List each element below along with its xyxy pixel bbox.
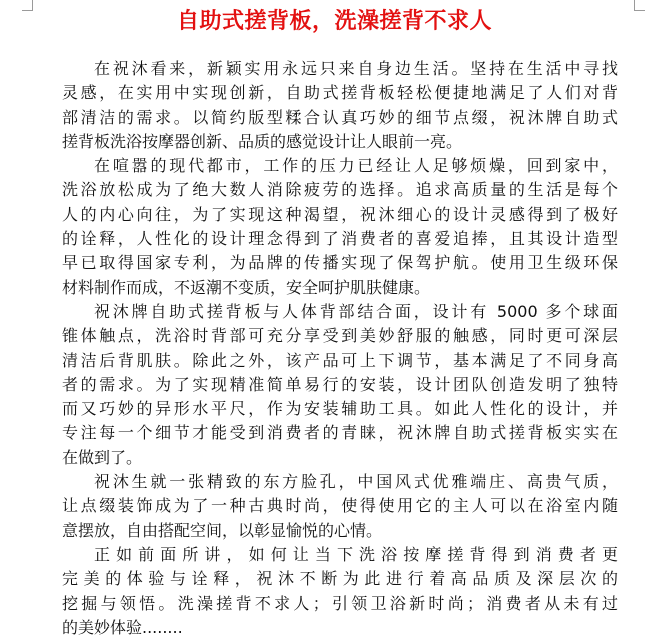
text-line: 让点缀装饰成为了一种古典时尚，使得使用它的主人可以在浴室内随 (62, 496, 618, 516)
text-line: 在喧嚣的现代都市，工作的压力已经让人足够烦燥，回到家中， (94, 156, 618, 176)
text-line: 在祝沐看来，新颖实用永远只来自身边生活。坚持在生活中寻找 (94, 59, 618, 78)
text-line: 早已取得国家专利，为品牌的传播实现了保驾护航。使用卫生级环保 (62, 253, 618, 273)
paragraph (62, 470, 618, 543)
text-line: 清洁后背肌肤。除此之外，该产品可上下调节，基本满足了不同身高 (62, 350, 618, 370)
text-line: 正如前面所讲，如何让当下洗浴按摩搓背得到消费者更 (94, 544, 618, 564)
text-line: 洗浴放松成为了绝大数人消除疲劳的选择。追求高质量的生活是每个 (62, 180, 618, 200)
text-line: 部清洁的需求。以简约版型糅合认真巧妙的细节点缀，祝沐牌自助式 (62, 107, 618, 127)
text-line: 在做到了。 (62, 447, 143, 467)
text-line: 搓背板洗浴按摩器创新、品质的感觉设计让人眼前一亮。 (62, 131, 463, 151)
text-line: 材料制作而成，不返潮不变质，安全呵护肌肤健康。 (62, 277, 431, 297)
paragraph (62, 57, 618, 154)
paragraph (62, 543, 618, 640)
document-body (62, 57, 618, 640)
text-line: 灵感，在实用中实现创新，自助式搓背板轻松便捷地满足了人们对背 (62, 83, 618, 103)
text-line: 者的需求。为了实现精准简单易行的安装，设计团队创造发明了独特 (62, 374, 618, 394)
text-line: 意摆放，自由搭配空间，以彰显愉悦的心情。 (62, 520, 383, 540)
paragraph (62, 154, 618, 300)
text-line: 锥体触点，洗浴时背部可充分享受到美妙舒服的触感，同时更可深层 (62, 326, 618, 346)
text-line: 人的内心向往，为了实现这种渴望，祝沐细心的设计灵感得到了极好 (62, 204, 618, 224)
text-line: 的诠释，人性化的设计理念得到了消费者的喜爱追捧，且其设计造型 (62, 229, 618, 249)
document-title: 自助式搓背板，洗澡搓背不求人 (176, 8, 492, 34)
text-line: 专注每一个细节才能受到消费者的青睐，祝沐牌自助式搓背板实实在 (62, 423, 618, 443)
text-line: 而又巧妙的异形水平尺，作为安装辅助工具。如此人性化的设计，并 (62, 399, 618, 419)
text-line: 挖掘与领悟。洗澡搓背不求人；引领卫浴新时尚；消费者从未有过 (62, 593, 618, 613)
text-line: 祝沐生就一张精致的东方脸孔，中国风式优雅端庄、高贵气质， (94, 472, 618, 492)
text-line: 祝沐牌自助式搓背板与人体背部结合面，设计有 5000 多个球面 (94, 301, 618, 321)
text-line: 完美的体验与诠释，祝沐不断为此进行着高品质及深层次的 (62, 569, 618, 589)
text-line: 的美妙体验........ (62, 617, 183, 637)
paragraph (62, 300, 618, 470)
